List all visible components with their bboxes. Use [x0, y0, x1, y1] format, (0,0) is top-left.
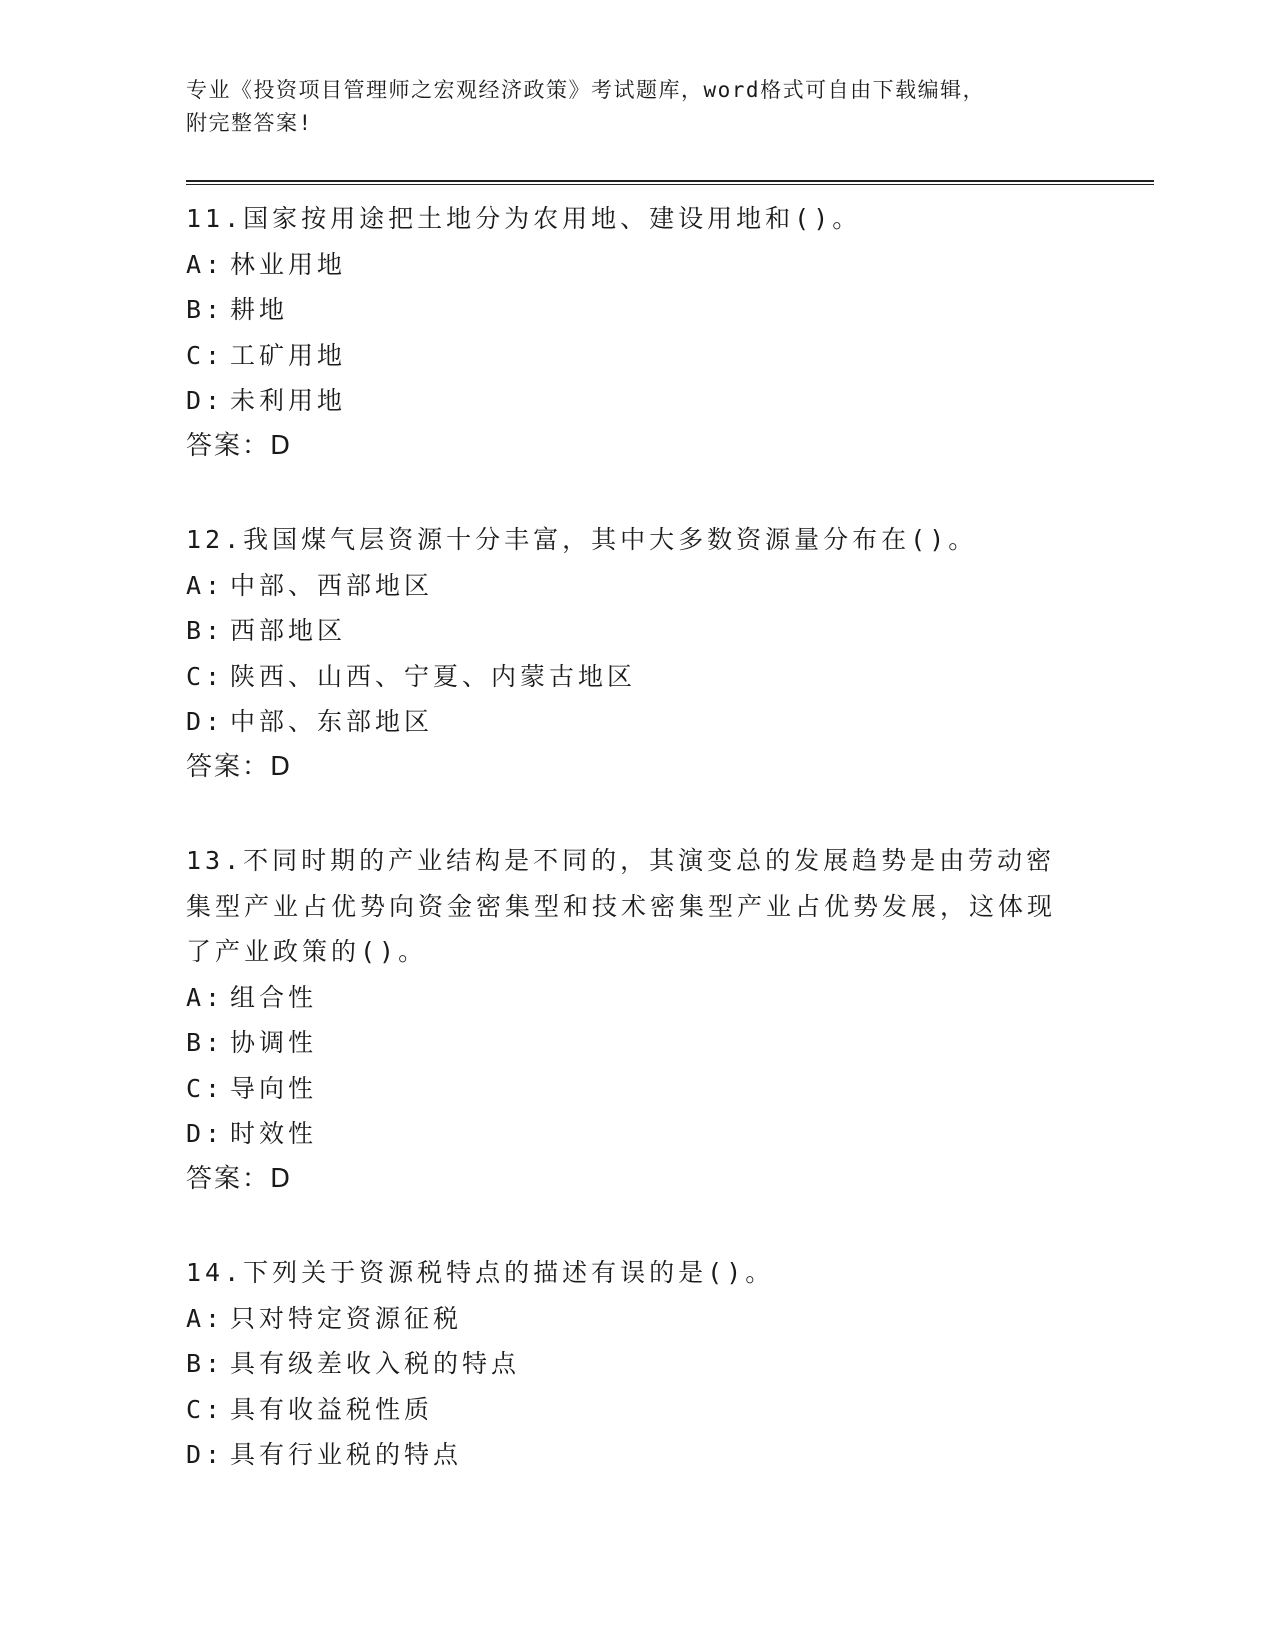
question-13 [186, 838, 1154, 1202]
option-letter: D: [186, 1440, 225, 1469]
option-text: 工矿用地 [230, 340, 347, 370]
option-letter: A: [186, 249, 225, 279]
intro-line-1: 专业《投资项目管理师之宏观经济政策》考试题库，word格式可自由下载编辑， [186, 78, 986, 102]
document-page [186, 74, 1154, 1526]
option-letter: B: [186, 1028, 225, 1057]
answer-line: 答案：D [186, 1163, 293, 1194]
option-b [186, 1341, 1154, 1387]
question-stem: 12.我国煤气层资源十分丰富，其中大多数资源量分布在()。 [186, 525, 978, 554]
option-d [186, 378, 1154, 424]
intro-line-2: 附完整答案! [186, 111, 313, 135]
option-letter: B: [186, 295, 225, 324]
option-text: 具有行业税的特点 [230, 1440, 463, 1469]
double-rule-divider [186, 180, 1154, 185]
option-c [186, 1066, 1154, 1112]
option-text: 组合性 [230, 982, 318, 1012]
option-b [186, 1020, 1154, 1066]
option-text: 中部、东部地区 [230, 707, 434, 736]
option-text: 只对特定资源征税 [230, 1303, 463, 1333]
option-letter: D: [186, 386, 225, 415]
option-text: 时效性 [230, 1119, 318, 1148]
question-stem: 13.不同时期的产业结构是不同的，其演变总的发展趋势是由劳动密集型产业占优势向资金密集型和技术密集型产业占优势发展，这体现了产业政策的()。 [186, 846, 1057, 966]
option-text: 西部地区 [230, 616, 347, 645]
option-letter: D: [186, 1119, 225, 1148]
option-b [186, 608, 1154, 654]
option-letter: C: [186, 1073, 225, 1103]
option-letter: A: [186, 1303, 225, 1333]
option-c [186, 333, 1154, 379]
question-stem: 11.国家按用途把土地分为农用地、建设用地和()。 [186, 204, 862, 233]
question-list [186, 196, 1154, 1478]
option-c [186, 1387, 1154, 1433]
option-letter: B: [186, 1349, 225, 1378]
question-12 [186, 517, 1154, 790]
option-text: 中部、西部地区 [230, 570, 434, 600]
option-letter: D: [186, 707, 225, 736]
option-text: 具有收益税性质 [230, 1394, 434, 1424]
option-text: 未利用地 [230, 386, 347, 415]
option-text: 耕地 [230, 295, 289, 324]
option-text: 导向性 [230, 1073, 318, 1103]
answer-line: 答案：D [186, 751, 293, 782]
option-d [186, 1432, 1154, 1478]
option-b [186, 287, 1154, 333]
option-a [186, 563, 1154, 609]
question-14 [186, 1250, 1154, 1478]
option-a [186, 242, 1154, 288]
option-c [186, 654, 1154, 700]
option-text: 协调性 [230, 1028, 318, 1057]
option-a [186, 975, 1154, 1021]
option-letter: C: [186, 340, 225, 370]
question-11 [186, 196, 1154, 469]
option-text: 林业用地 [230, 249, 347, 279]
answer-line: 答案：D [186, 430, 293, 461]
option-letter: C: [186, 661, 225, 691]
option-a [186, 1296, 1154, 1342]
option-letter: A: [186, 982, 225, 1012]
option-letter: A: [186, 570, 225, 600]
option-text: 具有级差收入税的特点 [230, 1349, 521, 1378]
document-intro [186, 74, 1066, 140]
option-d [186, 699, 1154, 745]
option-text: 陕西、山西、宁夏、内蒙古地区 [230, 661, 637, 691]
option-letter: C: [186, 1394, 225, 1424]
question-stem: 14.下列关于资源税特点的描述有误的是()。 [186, 1258, 775, 1287]
option-letter: B: [186, 616, 225, 645]
option-d [186, 1111, 1154, 1157]
